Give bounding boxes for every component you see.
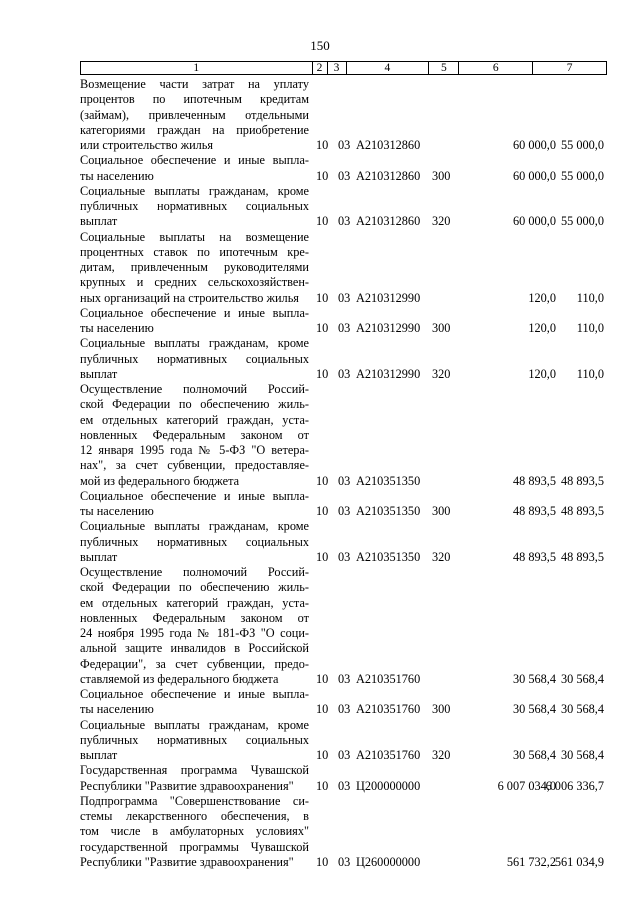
description-line: Федерации", за счет субвенции, предо-: [80, 656, 309, 671]
description-line: ты населению: [80, 702, 154, 717]
amount-year-1: 30 568,4: [512, 748, 556, 762]
amount-year-1: 120,0: [528, 290, 556, 305]
header-col-7: 7: [533, 62, 607, 74]
table-row: [80, 763, 607, 794]
section-code: 10: [316, 748, 329, 762]
subsection-code: 03: [338, 473, 351, 488]
description-line: ных организаций на строительство жилья: [80, 290, 299, 305]
section-code: 10: [316, 854, 329, 869]
description-line: публичных нормативных социальных: [80, 732, 309, 747]
target-article-code: А210312860: [356, 168, 421, 183]
description-line: Республики "Развитие здравоохранения": [80, 778, 294, 793]
table-row: [80, 230, 607, 306]
section-code: 10: [316, 671, 329, 686]
description-line: процентов по ипотечным кредитам: [80, 92, 309, 107]
description-line: Подпрограмма "Совершенствование си-: [80, 793, 309, 808]
amount-year-2: 30 568,4: [560, 702, 604, 717]
amount-year-1: 561 732,2: [506, 854, 556, 869]
section-code: 10: [316, 366, 329, 381]
description-line: новленных Федеральным законом от: [80, 610, 309, 625]
amount-year-1: 6 007 034,0: [497, 778, 556, 793]
description-line: публичных нормативных социальных: [80, 351, 309, 366]
subsection-code: 03: [338, 290, 351, 305]
description-line: выплат: [80, 366, 118, 381]
description-line: ской Федерации по обеспечению жиль-: [80, 397, 309, 412]
expense-type-code: 300: [432, 702, 451, 717]
amount-year-2: 55 000,0: [560, 138, 604, 152]
section-code: 10: [316, 778, 329, 793]
expense-type-code: 300: [432, 168, 451, 183]
description-line: ты населению: [80, 504, 154, 518]
amount-year-1: 60 000,0: [512, 138, 556, 152]
description-line: Социальное обеспечение и иные выпла-: [80, 305, 309, 320]
subsection-code: 03: [338, 854, 351, 869]
description-line: 24 ноября 1995 года № 181-ФЗ "О соци-: [80, 626, 309, 640]
target-article-code: А210351760: [356, 702, 421, 717]
section-code: 10: [316, 473, 329, 488]
row-description: [80, 336, 309, 382]
description-line: ем отдельных категорий граждан, уста-: [80, 412, 309, 427]
description-line: альной защите инвалидов в Российской: [80, 641, 309, 656]
expense-type-code: 320: [432, 549, 451, 564]
expense-type-code: 320: [432, 748, 451, 762]
row-description: [80, 519, 309, 565]
table-row: [80, 336, 607, 382]
header-col-5: 5: [429, 62, 459, 74]
description-line: 12 января 1995 года № 5-ФЗ "О ветера-: [80, 443, 309, 457]
row-description: [80, 794, 309, 870]
row-description: [80, 382, 309, 489]
table-row: [80, 718, 607, 764]
description-line: (займам), привлеченным отдельными: [80, 107, 309, 122]
target-article-code: А210312990: [356, 321, 421, 335]
description-line: мой из федерального бюджета: [80, 473, 240, 488]
subsection-code: 03: [338, 168, 351, 183]
table-row: [80, 306, 607, 337]
description-line: или строительство жилья: [80, 138, 214, 152]
description-line: Социальные выплаты гражданам, кроме: [80, 183, 309, 198]
row-description: [80, 184, 309, 230]
description-line: публичных нормативных социальных: [80, 199, 309, 213]
amount-year-2: 48 893,5: [560, 504, 604, 518]
header-col-4: 4: [347, 62, 430, 74]
target-article-code: А210351350: [356, 549, 421, 564]
amount-year-2: 110,0: [576, 321, 604, 335]
description-line: ты населению: [80, 168, 154, 183]
section-code: 10: [316, 168, 329, 183]
section-code: 10: [316, 702, 329, 717]
row-description: [80, 489, 309, 520]
target-article-code: А210312860: [356, 138, 421, 152]
description-line: государственной программы Чувашской: [80, 839, 309, 854]
description-line: публичных нормативных социальных: [80, 534, 309, 549]
description-line: Возмещение части затрат на уплату: [80, 77, 309, 91]
target-article-code: А210351760: [356, 748, 421, 762]
description-line: категориями граждан на приобретение: [80, 122, 309, 137]
amount-year-1: 48 893,5: [512, 549, 556, 564]
table-row: [80, 489, 607, 520]
target-article-code: Ц260000000: [356, 854, 421, 869]
description-line: Государственная программа Чувашской: [80, 763, 309, 778]
subsection-code: 03: [338, 702, 351, 717]
subsection-code: 03: [338, 504, 351, 518]
header-col-1: 1: [81, 62, 313, 74]
row-description: [80, 77, 309, 153]
subsection-code: 03: [338, 138, 351, 152]
amount-year-1: 30 568,4: [512, 671, 556, 686]
amount-year-2: 30 568,4: [560, 671, 604, 686]
target-article-code: А210351760: [356, 671, 421, 686]
description-line: Социальные выплаты на возмещение: [80, 229, 309, 244]
description-line: нах", за счет субвенции, предоставляе-: [80, 458, 309, 473]
section-code: 10: [316, 321, 329, 335]
amount-year-2: 48 893,5: [560, 473, 604, 488]
section-code: 10: [316, 290, 329, 305]
table-row: [80, 519, 607, 565]
description-line: Социальные выплаты гражданам, кроме: [80, 336, 309, 351]
row-description: [80, 687, 309, 718]
table-row: [80, 184, 607, 230]
row-description: [80, 153, 309, 184]
description-line: ской Федерации по обеспечению жиль-: [80, 580, 309, 595]
amount-year-2: 55 000,0: [560, 214, 604, 229]
amount-year-1: 60 000,0: [512, 214, 556, 229]
subsection-code: 03: [338, 214, 351, 229]
description-line: новленных Федеральным законом от: [80, 427, 309, 442]
description-line: Социальные выплаты гражданам, кроме: [80, 717, 309, 732]
expense-type-code: 300: [432, 321, 451, 335]
amount-year-1: 120,0: [528, 321, 556, 335]
description-line: выплат: [80, 549, 118, 564]
amount-year-2: 110,0: [576, 366, 604, 381]
header-col-6: 6: [459, 62, 533, 74]
section-code: 10: [316, 214, 329, 229]
description-line: стемы лекарственного обеспечения, в: [80, 809, 309, 823]
row-description: [80, 718, 309, 764]
description-line: процентных ставок по ипотечным кре-: [80, 244, 309, 259]
amount-year-2: 561 034,9: [554, 854, 604, 869]
table-row: [80, 153, 607, 184]
section-code: 10: [316, 138, 329, 152]
row-description: [80, 230, 309, 306]
amount-year-2: 6 006 336,7: [545, 778, 604, 793]
description-line: Осуществление полномочий Россий-: [80, 382, 309, 396]
header-col-3: 3: [328, 62, 347, 74]
table-body: [80, 77, 607, 870]
description-line: Социальное обеспечение и иные выпла-: [80, 687, 309, 701]
description-line: Республики "Развитие здравоохранения": [80, 854, 294, 869]
amount-year-1: 120,0: [528, 366, 556, 381]
table-row: [80, 382, 607, 489]
description-line: выплат: [80, 748, 118, 762]
amount-year-1: 30 568,4: [512, 702, 556, 717]
table-row: [80, 687, 607, 718]
description-line: том числе в амбулаторных условиях": [80, 824, 309, 839]
subsection-code: 03: [338, 671, 351, 686]
description-line: ем отдельных категорий граждан, уста-: [80, 595, 309, 610]
description-line: Осуществление полномочий Россий-: [80, 565, 309, 579]
description-line: Социальное обеспечение и иные выпла-: [80, 488, 309, 503]
page-number: 150: [310, 38, 330, 53]
target-article-code: А210312860: [356, 214, 421, 229]
subsection-code: 03: [338, 549, 351, 564]
table-row: [80, 565, 607, 687]
target-article-code: А210312990: [356, 366, 421, 381]
amount-year-2: 48 893,5: [560, 549, 604, 564]
description-line: ставляемой из федерального бюджета: [80, 671, 279, 686]
subsection-code: 03: [338, 366, 351, 381]
header-col-2: 2: [313, 62, 328, 74]
row-description: [80, 306, 309, 337]
section-code: 10: [316, 504, 329, 518]
amount-year-2: 30 568,4: [560, 748, 604, 762]
subsection-code: 03: [338, 748, 351, 762]
target-article-code: А210351350: [356, 504, 421, 518]
table-row: [80, 794, 607, 870]
expense-type-code: 320: [432, 366, 451, 381]
subsection-code: 03: [338, 321, 351, 335]
amount-year-1: 48 893,5: [512, 504, 556, 518]
target-article-code: Ц200000000: [356, 778, 421, 793]
row-description: [80, 565, 309, 687]
table-row: [80, 77, 607, 153]
description-line: выплат: [80, 214, 118, 229]
expense-type-code: 320: [432, 214, 451, 229]
description-line: крупных и средних сельскохозяйствен-: [80, 275, 309, 290]
target-article-code: А210312990: [356, 290, 421, 305]
amount-year-1: 48 893,5: [512, 473, 556, 488]
amount-year-1: 60 000,0: [512, 168, 556, 183]
expense-type-code: 300: [432, 504, 451, 518]
row-description: [80, 763, 309, 794]
table-header: [80, 61, 607, 75]
description-line: ты населению: [80, 321, 154, 335]
subsection-code: 03: [338, 778, 351, 793]
target-article-code: А210351350: [356, 473, 421, 488]
amount-year-2: 55 000,0: [560, 168, 604, 183]
description-line: Социальное обеспечение и иные выпла-: [80, 153, 309, 168]
amount-year-2: 110,0: [576, 290, 604, 305]
description-line: дитам, привлеченным руководителями: [80, 260, 309, 274]
description-line: Социальные выплаты гражданам, кроме: [80, 519, 309, 534]
section-code: 10: [316, 549, 329, 564]
